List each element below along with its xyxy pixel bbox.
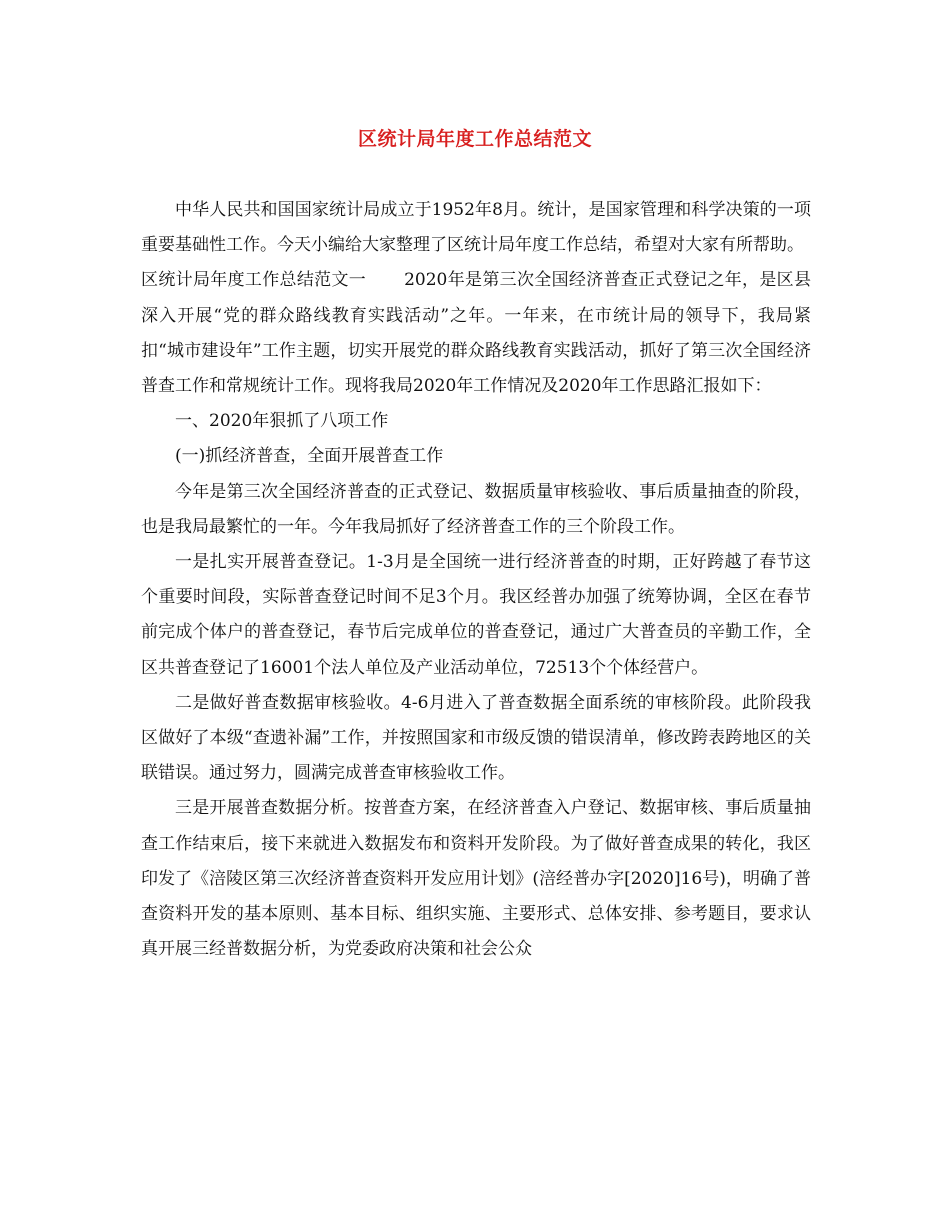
paragraph-1: 今年是第三次全国经济普查的正式登记、数据质量审核验收、事后质量抽查的阶段，也是我局最繁忙的一年。今年我局抓好了经济普查工作的三个阶段工作。 [141, 481, 811, 537]
section-heading: 区统计局年度工作总结范文一 [141, 270, 367, 291]
heading-1: 一、2020年狠抓了八项工作 [175, 411, 389, 432]
paragraph-4: 三是开展普查数据分析。按普查方案，在经济普查入户登记、数据审核、事后质量抽查工作结束后，接下来就进入数据发布和资料开发阶段。为了做好普查成果的转化，我区印发了《涪陵区第三次经济普查资料开发应用计划》(涪经普办字[2020]16号)，明确了普查资料开发的基本原则、基本目标、组织实施、主要形式、总体安排、参考题目，要求认真开展三经普数据分析，为党委政府决策和社会公众 [141, 798, 811, 960]
document-title: 区统计局年度工作总结范文 [357, 128, 592, 150]
heading-1-1: (一)抓经济普查，全面开展普查工作 [175, 446, 444, 467]
paragraph-3: 二是做好普查数据审核验收。4-6月进入了普查数据全面系统的审核阶段。此阶段我区做好了本级“查遗补漏”工作，并按照国家和市级反馈的错误清单，修改跨表跨地区的关联错误。通过努力，圆满完成普查审核验收工作。 [141, 692, 811, 784]
intro-paragraph: 中华人民共和国国家统计局成立于1952年8月。统计，是国家管理和科学决策的一项重要基础性工作。今天小编给大家整理了区统计局年度工作总结，希望对大家有所帮助。 [141, 200, 811, 256]
section-opening-text: 2020年是第三次全国经济普查正式登记之年，是区县深入开展“党的群众路线教育实践活动”之年。一年来，在市统计局的领导下，我局紧扣“城市建设年”工作主题，切实开展党的群众路线教育实践活动，抓好了第三次全国经济普查工作和常规统计工作。现将我局2020年工作情况及2020年工作思路汇报如下： [141, 270, 812, 397]
section-opening-paragraph [141, 263, 811, 404]
document-body [141, 193, 811, 967]
paragraph-2: 一是扎实开展普查登记。1-3月是全国统一进行经济普查的时期，正好跨越了春节这个重要时间段，实际普查登记时间不足3个月。我区经普办加强了统筹协调，全区在春节前完成个体户的普查登记，春节后完成单位的普查登记，通过广大普查员的辛勤工作，全区共普查登记了16001个法人单位及产业活动单位，72513个个体经营户。 [141, 552, 811, 678]
